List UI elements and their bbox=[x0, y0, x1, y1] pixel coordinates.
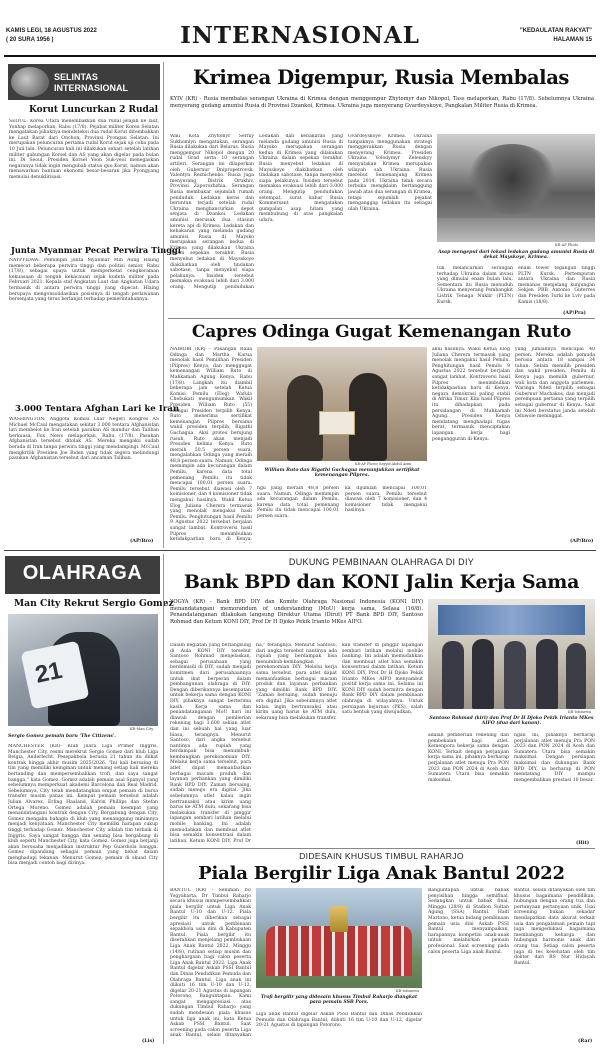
bantul-credit: (Rar) bbox=[578, 1038, 593, 1044]
kenya-body: NAIROBI (KR) - Pasangan Raila Odinga dan Martha Karua menolak hasil Pemilihan Presiden (Pilpres) Kenya, dan menggugat kemenangan William Ruto di Mahkamah Agung Kenya, Rabu (17/8). Langkah itu diambil beberapa jam setelah Ketua Komisi Pemilu (Elog) Wafula Chebukati mengumumkan Wakil Presiden William Ruto (55) sebagai Presiden terpilih Kenya. Ruto menerima sertifikat kemenangan Pilpres bersama wakil presiden terpilih, Rigathi Gachagua. Aksi protes berujung rusuh, Ruto akan menjadi Presiden kelima Kenya. Ruto meraih 50,5 persen suara, mengalahkan Odinga yang meraih 48,8 persen suara. Namun, Odinga memimpin ada kecurangan dalam Pemilu, karena data total pemenang Pemilu itu tidak mencapai 100,01 persen suara. Pemilu tersebut diawasi oleh 7 komisioner, dan 4 komisioner tidak mengakui hasilnya. Wakil Ketua Elog Juliana Cherera termasuk yang menolak mengakui hasil Pemilu. Penghitungan hasil Pemilu 9 Agustus 2022 tersebut berjalan sangat lambat. Kontroversi hasil Pilpres menimbulkan ketidakpastian baru di Kenya, bbox=[170, 347, 252, 543]
bantul-photo bbox=[256, 888, 422, 988]
column-divider bbox=[163, 554, 164, 1044]
person-figure bbox=[566, 643, 586, 709]
paper-name: "KEDAULATAN RAKYAT" bbox=[519, 28, 592, 34]
bpd-photo-credit: KR-Istimewa bbox=[568, 710, 592, 714]
issue-line: ( 20 SURA 1956 ) bbox=[6, 37, 54, 43]
bantul-body: BANTUL (KR) - Seniman ISI Yogyakarta, Dr Timbul Raharjo secara khusus mempersembahkan piala bergilir untuk Liga Anak Bantul U-10 dan U-12. Piala bergilir itu diberikan sebagai apresiasi untuk pembinaan sepakbola usia dini di Kabupaten Bantul. Piala bergilir itu diserahkan menjelang pembukaan Liga Anak Bantul 2022, Minggu (14/8), rutinan setiap musim dan penghargaan bagi calon peserta Liga Anak Bantul 2022. Liga Anak Bantul digelar Askab PSSI Bantul dan Dinas Pendidikan Pemuda dan Olahraga Bantul. Liga anak ini diikuti 16 tim U-10 dan U-12, digelar 20-21 Agustus di lapangan Potorono, Banguntapan. Kami sangat mengapresiasi atas dukungan Timbul Raharjo yang sudah mendesain piala khusus untuk liga anak ini, kata Ketua Askab PSSI Bantul. Saat screening pada calon peserta Liga anak Bantul, selain ditanyakan bbox=[170, 888, 251, 1038]
person-figure bbox=[442, 641, 464, 709]
lead-body-col2: Ledakan dan kebakaran yang melanda gudang amunisi Rusia di Maysko merupakan serangan kedua di Krimea yang dilakukan Ukraina dalam sepekan terakhir. Rusia menyebut ledakan di Maysskoye diakibatkan oleh tindakan sabotase, tanpa menyebut siapa pelakunya. Insiden tersebut memaksa evakuasi lebih dari 3.000 orang. Mengutip pendudukan setempat, surat kabar Rusia Kommersant mengatakan gumpalan asap hitam yang membubung di atas pangkalan udara. bbox=[259, 134, 343, 223]
bantul-body-col4: Bantul, selain ditanyakan oleh tim khusus bagaimana pendidikan, hubungan dengan orang tua dan pertanyaan pertanyaan unik. Usai screening bukan sekadar mendapatkan data akurat terkait usia dan pengalaman pemain tapi juga mengedukasi bagaimana membangun keharga dan hubungan harmonis anak dan orang tua. Setiap calon peserta juga di tes kesehatan oleh tim dokter dari RS Nur Hidayah Bantul. bbox=[514, 888, 595, 966]
story-body: WASHINGTON: Anggota Komisi Luar Negeri Kongres AS Michael McCaul mengatakan sekitar 3.000 tentara Afghanistan lari membelot ke Iran setelah pasukan AS mundur dan Taliban berkuasa, Fox News melaporkan, Rabu (17/8). Pasukan Afghanistan tersebut ditolak AS. Mereka mengaku sudah berada di Iran tanpa perwira tinggi yang mendampingi. McCaul mengkritik Presiden Joe Biden yang tidak segera melindungi pasukan Afghanistan tersebut dari ancaman Taliban. bbox=[9, 417, 159, 462]
kenya-photo bbox=[257, 347, 427, 461]
ground-strip bbox=[437, 218, 595, 242]
kenya-credit: (AP/Bro) bbox=[570, 538, 594, 544]
story-title: 3.000 Tentara Afghan Lari ke Iran bbox=[15, 404, 180, 414]
selintas-column bbox=[5, 62, 181, 547]
date-line: KAMIS LEGI, 18 AGUSTUS 2022 bbox=[6, 28, 97, 34]
lead-body: Wali Kota Zhytomyr Serhiy Sukhomlyn mengatakan, serangan Rusia dilakukan dari Belarus. Rusia menggempur Nikopol dengan 20 rudal Grad serta 10 serangan artileri. Serangan ini dilaporkan oleh Gubernur Dnipropetrovsk, Valentyn Reznichenko. Rusia juga menyerang Distrik Orukhiv, Provinsi Zaporozhzhia. Serangan Rusia membakar sejumlah rumah penduduk. Ledakan keras dan beruntun terjadi setelah rudal Ukraina menghancurkan depot senjata di Dzankoi. Ledakan amunisi merusak dua stasiun kereta api di Krimea. Ledakan dan kebakaran yang melanda gudang amunisi Rusia di Maysko merupakan serangan kedua di Krimea yang dilakukan Ukraina dalam sepekan terakhir. Rusia menyebut ledakan di Maysskoye diakibatkan oleh tindakan sabotase, tanpa menyebut siapa pelakunya. Insiden tersebut memaksa evakuasi lebih dari 3.000 orang. Mengutip pendudukan bbox=[170, 134, 254, 289]
bpd-photo bbox=[428, 599, 595, 709]
jersey bbox=[21, 641, 90, 710]
bpd-body-col3: kan transfer di pinggir lapangan sembari latihan melalui mobile banking. Ini adalah memudahkan dan membuat atlet bisa semakin konsentrasi dalam latihan. Ketum KONI DIY, Prof Dr H Djoko Pekik Irianto MKes AIFO menyambut positif kerja sama ini. Selama ini KONI DIY sudah bermitra dengan Bank BPD DIY dalam pembinaan olahraga di wilayahnya. Untuk persiapan kejurnas (PKS), salah satu bentuk yang diwujudkan. bbox=[342, 643, 423, 716]
jersey-number: 21 bbox=[32, 656, 65, 689]
trophy bbox=[330, 906, 348, 932]
kenya-body-col5: yang jumlahnya mencapai 40 persen. Mereka adalah pemuda berusia antara 18 sampai 34 tahun. Selain memilih presiden dan wakil presiden, Pemilu di Kenya juga memilih gubernur, wali kota dan anggota parlemen. Waringa Ndeti terpilih sebagai Gubernur Machakos, dan menjadi perempuan pertama yang terpilih sebagai gubernur di Kenya. Saat ini Ndeti berstatus janda setelah Oduwole meninggal. bbox=[515, 347, 595, 420]
lead-headline: Krimea Digempur, Rusia Membalas bbox=[192, 66, 570, 89]
city-credit: (Lis) bbox=[142, 1038, 155, 1044]
city-title: Man City Rekrut Sergio Gomez bbox=[14, 598, 174, 609]
bantul-kicker: DIDESAIN KHUSUS TIMBUL RAHARJO bbox=[299, 851, 464, 861]
person-figure bbox=[287, 375, 323, 461]
selintas-banner-text: SELINTAS INTERNASIONAL bbox=[54, 72, 128, 93]
bantul-photo-credit: KR-Istimewa bbox=[396, 989, 420, 993]
story-title: Junta Myanmar Pecat Perwira Tinggi bbox=[11, 245, 181, 255]
bpd-body-col4: adalah pemberian rekening dan pembekalan bagi atlet. Kemenpora bekerja sama dengan KONI. Terkait dengan perjanjian kerja sama ini, pihaknya berharap perjalanan atlet menuju Pra PON 2023 dan PON 2024 di Aceh dan Sumatera Utara bisa semakin maksimal. bbox=[428, 733, 509, 783]
lead-photo-credit: KR-AP Photo bbox=[555, 243, 579, 247]
bantul-body-col3: Banguntapan untuk babak penyisihan hingga semifinal. Sedangkan untuk babak final, Minggu (28/8) di Stadion Sultan Agung (SSA) Bantul. Hadi Martono, ketua bidang pembinaan pemain usia dini Askab PSSI Bantul menyampaikan, harapannya kompetisi anak-anak untuk melahirkan pemain profesional. Saat screening pada calon peserta Liga anak Bantul. bbox=[428, 888, 509, 955]
lead-intro: KYIV (KR) - Rusia membalas serangan Ukraina di Krimea dengan menggempur Zhytomyr dan Nikopol, Tass melaporkan, Rabu (17/8). Sebelumnya Ukraina menyerang gudang amunisi Rusia di Provinsi Dzankoi, Krimea. Ukraina juga menyerang Gvardeyskoye, Pangkalan Militer Rusia di Krimea. bbox=[170, 96, 594, 109]
bantul-photo-caption: Trofi bergilir yang didesain khusus Timbul Raharjo diangkat para pemain SSB Pors. bbox=[260, 995, 418, 1006]
globe-icon bbox=[11, 67, 49, 97]
column-divider bbox=[163, 62, 164, 548]
city-photo-caption: Sergio Gomez pemain baru 'The Citizens'. bbox=[8, 734, 116, 739]
bpd-body: Dalam kegiatan yang berlangsung di Aula KONI DIY tersebut Santoso Rohmad menjelaskan, sebagai perusahaan yang berdomisili di DIY, sudah menjadi komitmen dari perusahaannya untuk ikut berperan dalam pembangunan olahraga di DIY. Dengan diberikannya kesempatan untuk bekerja sama dengan KONI DIY, pihaknya sangat berterima kasih. Kerja sama dan penandatanganan MoU hari ini diawali dengan pemberian rekening bagi 3.600 sekian atlet dan ini sebuah hal yang luar biasa, terangnya. Menurut Santoso, dari angka tersebut nantinya ada rupiah yang berdampak bisa menumbuh-kembangkan perekonomian DIY. Melalui kerja sama tersebut, para atlet dapat memanfaatkan berbagai macam produk dan layanan perbankan yang dimiliki Bank BPD DIY. Zaman bersaing, sudah menuju era digital. Jika sebelumnya atlet kalau ingin bertransaksi atau kirim uang harus ke ATM dulu, sekarang bisa melakukan transfer di pinggir lapangan sembari latihan melalui mobile banking. Ini adalah memudahkan dan membuat atlet bisa semakin konsentrasi dalam latihan. Ketum KONI DIY, Prof Dr bbox=[170, 643, 251, 843]
bpd-credit: (Hit) bbox=[576, 840, 590, 846]
kenya-body-col2: ngu yang meraih 48,8 persen suara. Namun, Odinga memimpin ada kecurangan dalam Pemilu, karena data total pemenang Pemilu itu tidak mencapai 100,01 persen suara. bbox=[257, 486, 339, 519]
section-rule bbox=[4, 550, 596, 551]
smoke-plume bbox=[467, 144, 557, 214]
city-photo bbox=[8, 614, 158, 726]
bpd-intro: YOGYA (KR) - Bank BPD DIY dan Komite Olahraga Nasional Indonesia (KONI DIY) menandatangani memorandum of understanding (MoU) kerja sama, Selasa (16/8). Penandatanganan dilakukan langsung Direktur Utama (Dirut) PT Bank BPD DIY, Santoso Rohmad dan Ketum KONI DIY, Prof Dr H Djoko Pekik Irianto MKes AIFO. bbox=[170, 599, 423, 625]
lead-body-col3: Gvardeyskoye Krimea. Ukraina tampaknya menggunakan strategi menggerakkan Rusia dengan menyerang Krimea. Presiden Ukraina Volodymyr Zelenskyy menyatakan Krimea merupakan wilayah sah Ukraina. Rusia merebut Semenanjung Krimea pada 2014. Ukraina tidak secara terbuka mengklaim bertanggung jawab atas dua serangan di Krimea, tetapi sejumlah pejabat menganggap ledakan itu sebagai ulah Ukraina. bbox=[348, 134, 432, 212]
masthead bbox=[0, 0, 600, 60]
story-title: Korut Luncurkan 2 Rudal bbox=[29, 105, 159, 115]
section-rule bbox=[168, 848, 595, 849]
bantul-body-col2: Liga anak Bantul digelar Askab PSSI Bantul dan Dinas Pendidikan Pemuda dan Olahraga Bantul, diikuti 16 tim U-10 dan U-12, digelar 20-21 Agustus di lapangan Potorono. bbox=[256, 1012, 422, 1029]
lead-photo-caption: Asap mengepul dari lokasi ledakan gudang amunisi Rusia di dekat Mayskoye, Krimea. bbox=[437, 250, 594, 261]
bpd-body-col2: ha," terangnya. Menurut Santoso, dari angka tersebut nantinya ada rupiah yang berdampak bisa menumbuh-kembangkan perekonomian DIY. Melalui kerja sama tersebut, para atlet dapat memanfaatkan berbagai macam produk dan layanan perbankan yang dimiliki Bank BPD DIY. "Zaman bersaing, sudah menuju era digital. Jika sebelumnya atlet kalau ingin bertransaksi atau kirim uang harus ke ATM dulu, sekarang bisa melakukan transfer. bbox=[256, 643, 337, 721]
kenya-body-col4: akui hasilnya. Wakil Ketua Elog Juliana Cherera termasuk yang menolak mengakui hasil Pemilu. Penghitungan hasil Pemilu 9 Agustus 2022 tersebut berjalan sangat lambat. Kontroversi hasil Pilpres menimbulkan ketidakpastian baru di Kenya, negara demokrasi paling stabil di Afrika Timur. Kini hasil Pilpres itu dihadapkan pada persidangan di Mahkamah Agung. Presiden Kenya mendatang menghadapi tugas berat, termasuk menciptakan lapangan kerja bagi pengangguran di Kenya. bbox=[432, 347, 510, 442]
bpd-kicker: DUKUNG PEMBINAAN OLAHRAGA DI DIY bbox=[288, 557, 475, 567]
city-body: MANCHESTER (KR)- Klub juara Liga Primer Inggris, Manchester City, resmi merekrut Sergio Gomez dari klub Liga Belgia, Anderlecht. Pesepakbola berusia 21 tahun itu diikat kontrak hingga akhir musim 2025/2026. "Ini kali bersaing di tim yang memiliki keinginan untuk menang setiap kali mereka bertanding dan mempersembahkan trofi, dan saya sangat bangga," kata Gomez. Gomez adalah pemain asal Spanyol yang sebelumnya memperkuat akademi Barcelona dan Real Madrid. Sebelumnya, City telah mendatangkan empat pemain di bursa transfer musim panas ini. Kempat pemain tersebut adalah Julian Alvarez, Erling Haaland, Kalvin Phillips dan Stefan Ortega Moreno. Gomez adalah pemain keempat yang menandatangani kontrak dengan City. Bergabung dengan City, Gomez mengaku bahagia di klub yang menanggung minimnya menjadi kenyataan. Manchester City memiliki harapan cukup tinggi terhadap Gomez. Manchester City adalah tim terbaik di Inggris. Saya sangat bangga dan senang bisa bergabung di klub seperti Manchester City, kata Gomez. Gomez juga berjanji akan berusaha menjadikan instruktur Pep Guardiola bangga. Gomez dipandang sebagai pemain yang hebat dalam menghadapi tekanan. Menurut Gomez, pemain di skuad City bisa menjadi contoh bagi dirinya. bbox=[8, 744, 158, 867]
person-figure bbox=[472, 639, 494, 709]
section-rule bbox=[168, 318, 595, 319]
team-group bbox=[266, 926, 412, 976]
lead-credit: (AP/Pra) bbox=[563, 310, 586, 316]
selintas-banner bbox=[8, 64, 160, 100]
story-credit: (AP/Bro) bbox=[130, 538, 154, 544]
lead-body-col5: enam tower tegangan tinggi PLTN Kursk. Pertempuran antara Ukraina dan Rusia memanas menjelang kunjungan Sekjen PBB Antonio Guterres dan Presiden Turki ke Lviv pada Kamis (18/8). bbox=[518, 266, 595, 305]
story-body: NAYPYIDAW: Pemimpin junta Myanmar Min Aung Hlaing memecat beberapa perwira tinggi dan politisi senior, Rabu (17/8), sebagai upaya untuk memperketat cengkeraman kekuasaan di tengah kekacauan sejak kudeta militer pada Februari 2021. Kepala staf Angkatan Laut dan Angkatan Udara termasuk di antara perwira tinggi yang dipecat. Hlaing berupaya mengonsolidasikan posisinya di tengah perlawanan bersenjata yang terus berlanjut terhadap pemerintahannya. bbox=[9, 258, 159, 303]
masthead-rule bbox=[4, 55, 596, 57]
person-figure bbox=[504, 641, 526, 709]
kenya-headline: Capres Odinga Gugat Kemenangan Ruto bbox=[191, 322, 572, 342]
olahraga-banner-text: OLAHRAGA bbox=[22, 562, 143, 584]
backdrop-banner bbox=[438, 605, 585, 635]
bpd-headline: Bank BPD dan KONI Jalin Kerja Sama bbox=[183, 571, 580, 593]
bantul-headline: Piala Bergilir Liga Anak Bantul 2022 bbox=[198, 863, 565, 884]
olahraga-banner bbox=[5, 556, 160, 594]
kenya-photo-caption: William Ruto dan Rigathi Gachagua menunjukkan sertifikat kemenangan Pilpres. bbox=[264, 468, 420, 479]
story-body: SEOUL: Korea Utara menembakkan dua rudal jelajah ke laut, Yonhap melaporkan, Rabu (17/8). Pejabat militer Korea Selatan mengatakan pihaknya mendeteksi dua rudal Korut ditembakkan ke Laut Barat dari Onchon, Provinsi Pyongan Selatan. Ini merupakan peluncuran pertama rudal Korut sejak uji coba pada 10 Juli lalu. Peluncuran kali ini dilakukan sehari setelah latihan militer gabungan Korsel dan AS yang akan digelar pada bulan ini. Di Seoul, Presiden Korsel Yoon Suk-yeol menegaskan negaranya tidak ingin mengubah status quo Korut, namun akan menawarkan bantuan ekonomi besar-besaran jika Pyongyang memulai denuklirisasi. bbox=[9, 119, 159, 180]
lead-photo bbox=[437, 134, 595, 242]
page-number: HALAMAN 15 bbox=[553, 37, 592, 43]
bpd-photo-caption: Santoso Rohmad (kiri) dan Prof Dr H Djoko Pekik Irianto MKes AIFO (dua dari kanan). bbox=[429, 716, 594, 727]
city-photo-credit: KR-Man City bbox=[130, 727, 154, 731]
certificate bbox=[319, 411, 355, 435]
kenya-photo-credit: KR-AP Photo/ Sayyid Abdul Azim bbox=[355, 462, 412, 466]
kenya-body-col3: ka dijumlah mencapai 100,01 persen suara. Pemilu tersebut diawasi oleh 7 komisioner, dan 4 komisioner tidak mengakui hasilnya. bbox=[345, 486, 427, 514]
section-title: INTERNASIONAL bbox=[180, 22, 420, 49]
lead-body-col4: tuk melancarkan serangan terhadap Ukraina dalam invasi yang dimulai enam bulan lalu. Sementara itu Rusia menuduh Ukraina menyerang Pembangkit Listrik Tenaga Nuklir (PLTN) Kursk. bbox=[437, 266, 513, 305]
bpd-body-col5: ngan ini, pihaknya berharap perjalanan atlet menuju Pra PON 2023 dan PON 2024 di Aceh dan Sumatera Utara bisa semakin maksimal. Dengan persiapan maksimal dan dukungan Bank BPD DIY, ia berharap di PON mendatang DIY mampu mengembalikan prestasi 10 besar. bbox=[514, 733, 595, 783]
person-figure bbox=[536, 639, 558, 709]
